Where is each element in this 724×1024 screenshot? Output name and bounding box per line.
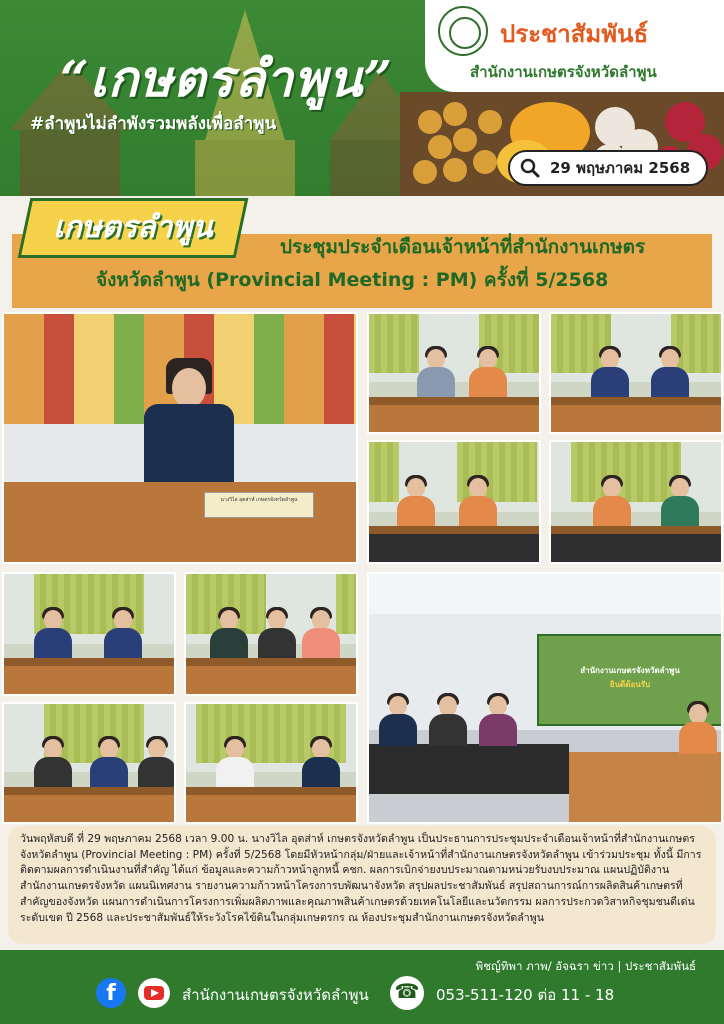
photo-chairperson (2, 312, 358, 564)
brand-title: “เกษตรลำพูน” (60, 49, 394, 108)
phone-number: 053-511-120 ต่อ 11 - 18 (436, 986, 615, 1004)
headline-line-2: จังหวัดลำพูน (Provincial Meeting : PM) ครั้งที่ 5/2568 (96, 269, 609, 291)
date-text: 29 พฤษภาคม 2568 (550, 159, 691, 177)
photo-meeting-2 (549, 312, 723, 434)
photo-meeting-6 (184, 572, 358, 696)
org-title: ประชาสัมพันธ์ (500, 20, 649, 48)
phone-icon (390, 976, 424, 1010)
ceiling (369, 574, 721, 614)
photo-news-credit: พิชญ์ทิพา ภาพ/ อัจฉรา ข่าว | ประชาสัมพันธ์ (475, 959, 696, 973)
photo-meeting-5 (2, 572, 176, 696)
header-banner (0, 0, 724, 196)
chairperson-nameplate: นางวิไล อุตส่าห์ เกษตรจังหวัดลำพูน (204, 492, 314, 518)
hashtag-slogan: #ลำพูนไม่ลำพังรวมพลังเพื่อลำพูน (30, 114, 277, 134)
table-right (569, 752, 723, 822)
search-icon (520, 158, 540, 178)
table-left (369, 744, 569, 794)
room-welcome: ยินดีต้อนรับ (609, 680, 651, 689)
photo-meeting-1 (367, 312, 541, 434)
title-badge-text: เกษตรลำพูน (53, 210, 213, 245)
room-sign: สำนักงานเกษตรจังหวัดลำพูน (580, 666, 680, 675)
photo-meeting-8 (184, 702, 358, 824)
photo-meeting-room (367, 572, 723, 824)
photo-meeting-7 (2, 702, 176, 824)
youtube-icon[interactable] (138, 978, 170, 1008)
date-pill (508, 150, 708, 186)
photo-meeting-3 (367, 440, 541, 564)
title-badge (18, 198, 249, 258)
footer-org-name: สำนักงานเกษตรจังหวัดลำพูน (182, 986, 369, 1004)
department-seal-logo (438, 6, 488, 56)
news-description: วันพฤหัสบดี ที่ 29 พฤษภาคม 2568 เวลา 9.00 น. นางวิไล อุตส่าห์ เกษตรจังหวัดลำพูน เป็นประธานการประชุมประจำเดือนเจ้าหน้าที่สำนักงานเกษตรจังหวัดลำพูน (Provincial Meeting : PM) ครั้งที่ 5/2568 โดยมีหัวหน้ากลุ่ม/ฝ่ายและเจ้าหน้าที่สำนักงานเกษตรจังหวัดลำพูน เข้าร่วมประชุม ทั้งนี้ มีการติดตามผลการดำเนินงานที่สำคัญ ได้แก่ ข้อมูลและความก้าวหน้าลูกหนี้ คชก. ผลการเบิกจ่ายงบประมาณตามหน่วยรับงบประมาณ แผนปฏิบัติงานสำนักงานเกษตรจังหวัด แผนนิเทศงาน รายงานความก้าวหน้าโครงการบพัฒนาจังหวัด สรุปผลประชาสัมพันธ์ สรุปสถานการณ์การผลิตสินค้าเกษตรที่สำคัญของจังหวัด แผนการดำเนินการโครงการเพิ่มผลิตภาพและคุณภาพสินค้าเกษตรด้วยเทคโนโลยีและนวัตกรรม ผลการประกวดวิสาหกิจชุมชนดีเด่น ระดับเขต ปี 2568 และประชาสัมพันธ์ให้ระวังโรคไข้ดินในกลุ่มเกษตรกร ณ ห้องประชุมสำนักงานเกษตรจังหวัดลำพูน (8, 826, 716, 944)
photo-meeting-4 (549, 440, 723, 564)
facebook-icon[interactable]: f (96, 978, 126, 1008)
headline-line-1: ประชุมประจำเดือนเจ้าหน้าที่สำนักงานเกษตร (280, 236, 646, 258)
org-subtitle: สำนักงานเกษตรจังหวัดลำพูน (470, 63, 657, 81)
person-chairperson (144, 364, 234, 484)
